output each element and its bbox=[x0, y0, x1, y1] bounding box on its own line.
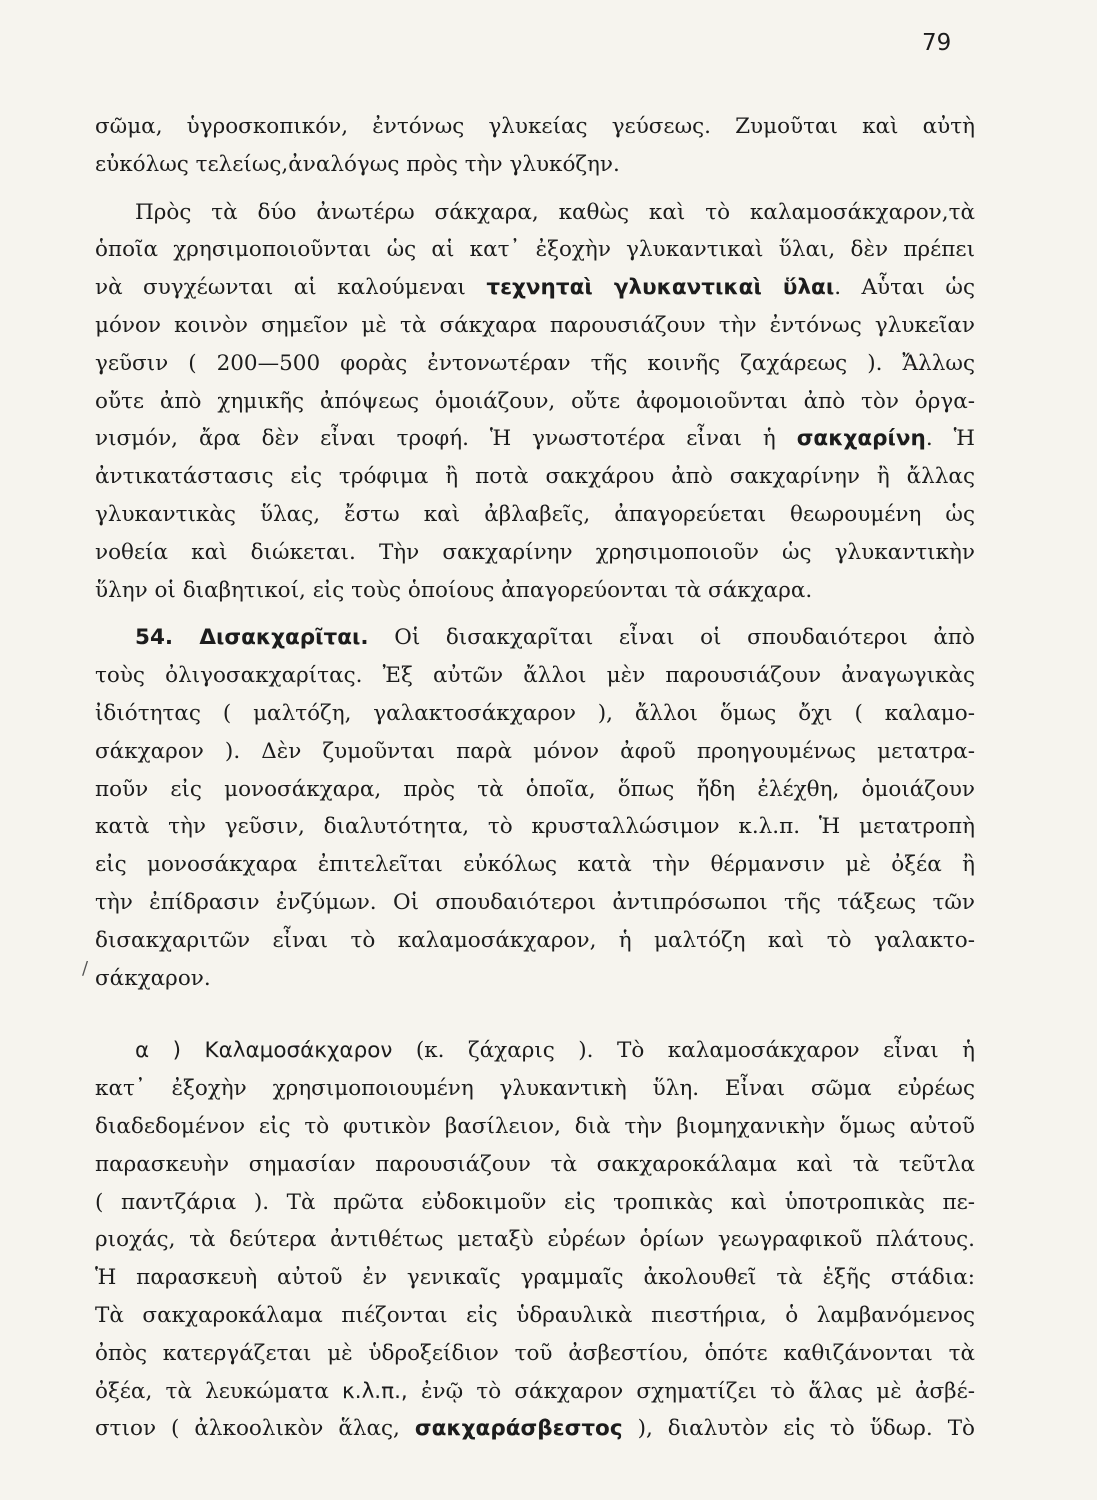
text-run: Οἱ δισακχαρῖται εἶναι οἱ σπουδαιότεροι ἀπὸ bbox=[368, 625, 975, 651]
text-line: Πρὸς τὰ δύο ἀνωτέρω σάκχαρα, καθὼς καὶ τὸ καλαμοσάκχαρον,τὰ bbox=[135, 199, 975, 225]
text-line: ( παντζάρια ). Τὰ πρῶτα εὐδοκιμοῦν εἰς τροπικὰς καὶ ὑποτροπικὰς πε- bbox=[95, 1189, 975, 1215]
text-run: ὀξέα, τὰ λευκώματα bbox=[95, 1378, 329, 1404]
text-line: σῶμα, ὑγροσκοπικόν, ἐντόνως γλυκείας γεύσεως. Ζυμοῦται καὶ αὐτὴ bbox=[95, 114, 975, 139]
term-saccharin: σακχαρίνη bbox=[796, 426, 926, 452]
text-line: γλυκαντικὰς ὕλας, ἔστω καὶ ἀβλαβεῖς, ἀπαγορεύεται θεωρουμένη ὡς bbox=[95, 501, 975, 527]
text-line: διαδεδομένον εἰς τὸ φυτικὸν βασίλειον, διὰ τὴν βιομηχανικὴν ὅμως αὐτοῦ bbox=[95, 1113, 975, 1139]
text-run: (κ. ζάχαρις ). Τὸ καλαμοσάκχαρον εἶναι ἡ bbox=[392, 1038, 976, 1064]
text-line: μόνον κοινὸν σημεῖον μὲ τὰ σάκχαρα παρουσιάζουν τὴν ἐντόνως γλυκεῖαν bbox=[95, 312, 975, 338]
text-line: νοθεία καὶ διώκεται. Τὴν σακχαρίνην χρησιμοποιοῦν ὡς γλυκαντικὴν bbox=[95, 539, 975, 565]
term-artificial-sweeteners: τεχνηταὶ γλυκαντικαὶ ὕλαι bbox=[486, 275, 835, 301]
text-line bbox=[95, 269, 975, 307]
subsection-heading-line bbox=[95, 1032, 975, 1070]
margin-mark: / bbox=[82, 958, 89, 979]
text-line: κατ᾽ ἐξοχὴν χρησιμοποιουμένη γλυκαντικὴ ὕλη. Εἶναι σῶμα εὐρέως bbox=[95, 1076, 975, 1102]
section-heading-line bbox=[95, 619, 975, 657]
text-run: ), διαλυτὸν εἰς τὸ ὕδωρ. Τὸ bbox=[622, 1416, 975, 1442]
text-run: νισμόν, ἄρα δὲν εἶναι τροφή. Ἡ γνωστοτέρα εἶναι ἡ bbox=[95, 426, 776, 452]
text-line: εἰς μονοσάκχαρα ἐπιτελεῖται εὐκόλως κατὰ τὴν θέρμανσιν μὲ ὀξέα ἢ bbox=[95, 852, 975, 878]
text-line: γεῦσιν ( 200—500 φορὰς ἐντονωτέραν τῆς κοινῆς ζαχάρεως ). Ἄλλως bbox=[95, 350, 975, 376]
text-line: Τὰ σακχαροκάλαμα πιέζονται εἰς ὑδραυλικὰ πιεστήρια, ὁ λαμβανόμενος bbox=[95, 1302, 975, 1328]
text-line bbox=[95, 420, 975, 458]
text-line: ὁποῖα χρησιμοποιοῦνται ὡς αἱ κατ᾽ ἐξοχὴν γλυκαντικαὶ ὕλαι, δὲν πρέπει bbox=[95, 237, 975, 263]
body-text bbox=[95, 108, 975, 1448]
section-heading: 54. Δισακχαρῖται. bbox=[135, 625, 369, 651]
text-line bbox=[95, 1410, 975, 1448]
term-sucrose-lime: σακχαράσβεστος bbox=[414, 1416, 623, 1442]
text-line: ἰδιότητας ( μαλτόζη, γαλακτοσάκχαρον ), ἄλλοι ὅμως ὄχι ( καλαμο- bbox=[95, 700, 975, 726]
text-run: ἐνῷ τὸ σάκχαρον σχηματίζει τὸ ἅλας μὲ ἀσβέ- bbox=[407, 1378, 975, 1404]
text-run: στιον ( ἀλκοολικὸν ἅλας, bbox=[95, 1416, 400, 1442]
text-line bbox=[95, 1373, 975, 1411]
text-line: Ἡ παρασκευὴ αὐτοῦ ἐν γενικαῖς γραμμαῖς ἀκολουθεῖ τὰ ἑξῆς στάδια: bbox=[95, 1265, 975, 1291]
text-line: τὴν ἐπίδρασιν ἐνζύμων. Οἱ σπουδαιότεροι ἀντιπρόσωποι τῆς τάξεως τῶν bbox=[95, 889, 975, 915]
text-line: ὀπὸς κατεργάζεται μὲ ὑδροξείδιον τοῦ ἀσβεστίου, ὁπότε καθιζάνονται τὰ bbox=[95, 1340, 975, 1366]
text-line: ποῦν εἰς μονοσάκχαρα, πρὸς τὰ ὁποῖα, ὅπως ἤδη ἐλέχθη, ὁμοιάζουν bbox=[95, 776, 975, 802]
text-line: δισακχαριτῶν εἶναι τὸ καλαμοσάκχαρον, ἡ μαλτόζη καὶ τὸ γαλακτο- bbox=[95, 927, 975, 953]
text-line: ὕλην οἱ διαβητικοί, εἰς τοὺς ὁποίους ἀπαγορεύονται τὰ σάκχαρα. bbox=[95, 577, 813, 603]
text-line: σάκχαρον. bbox=[95, 965, 211, 991]
text-line: οὔτε ἀπὸ χημικῆς ἀπόψεως ὁμοιάζουν, οὔτε ἀφομοιοῦνται ἀπὸ τὸν ὀργα- bbox=[95, 388, 975, 414]
text-run: νὰ συγχέωνται αἱ καλούμεναι bbox=[95, 275, 466, 301]
page-number: 79 bbox=[922, 30, 952, 56]
text-run: . Αὗται ὡς bbox=[834, 275, 975, 301]
subsection-heading: α ) Καλαμοσάκχαρον bbox=[135, 1038, 393, 1064]
text-line: σάκχαρον ). Δὲν ζυμοῦνται παρὰ μόνον ἀφοῦ προηγουμένως μετατρα- bbox=[95, 738, 975, 764]
text-line: κατὰ τὴν γεῦσιν, διαλυτότητα, τὸ κρυσταλλώσιμον κ.λ.π. Ἡ μετατροπὴ bbox=[95, 814, 975, 840]
text-line: ριοχάς, τὰ δεύτερα ἀντιθέτως μεταξὺ εὐρέων ὁρίων γεωγραφικοῦ πλάτους. bbox=[95, 1227, 975, 1253]
text-run: . Ἡ bbox=[925, 426, 975, 452]
text-line: ἀντικατάστασις εἰς τρόφιμα ἢ ποτὰ σακχάρου ἀπὸ σακχαρίνην ἢ ἄλλας bbox=[95, 464, 975, 490]
text-line: τοὺς ὀλιγοσακχαρίτας. Ἐξ αὐτῶν ἄλλοι μὲν παρουσιάζουν ἀναγωγικὰς bbox=[95, 663, 975, 689]
text-line: εὐκόλως τελείως,ἀναλόγως πρὸς τὴν γλυκόζην. bbox=[95, 151, 620, 177]
text-run: κ.λ.π., bbox=[328, 1378, 408, 1404]
text-line: παρασκευὴν σημασίαν παρουσιάζουν τὰ σακχαροκάλαμα καὶ τὰ τεῦτλα bbox=[95, 1151, 975, 1177]
